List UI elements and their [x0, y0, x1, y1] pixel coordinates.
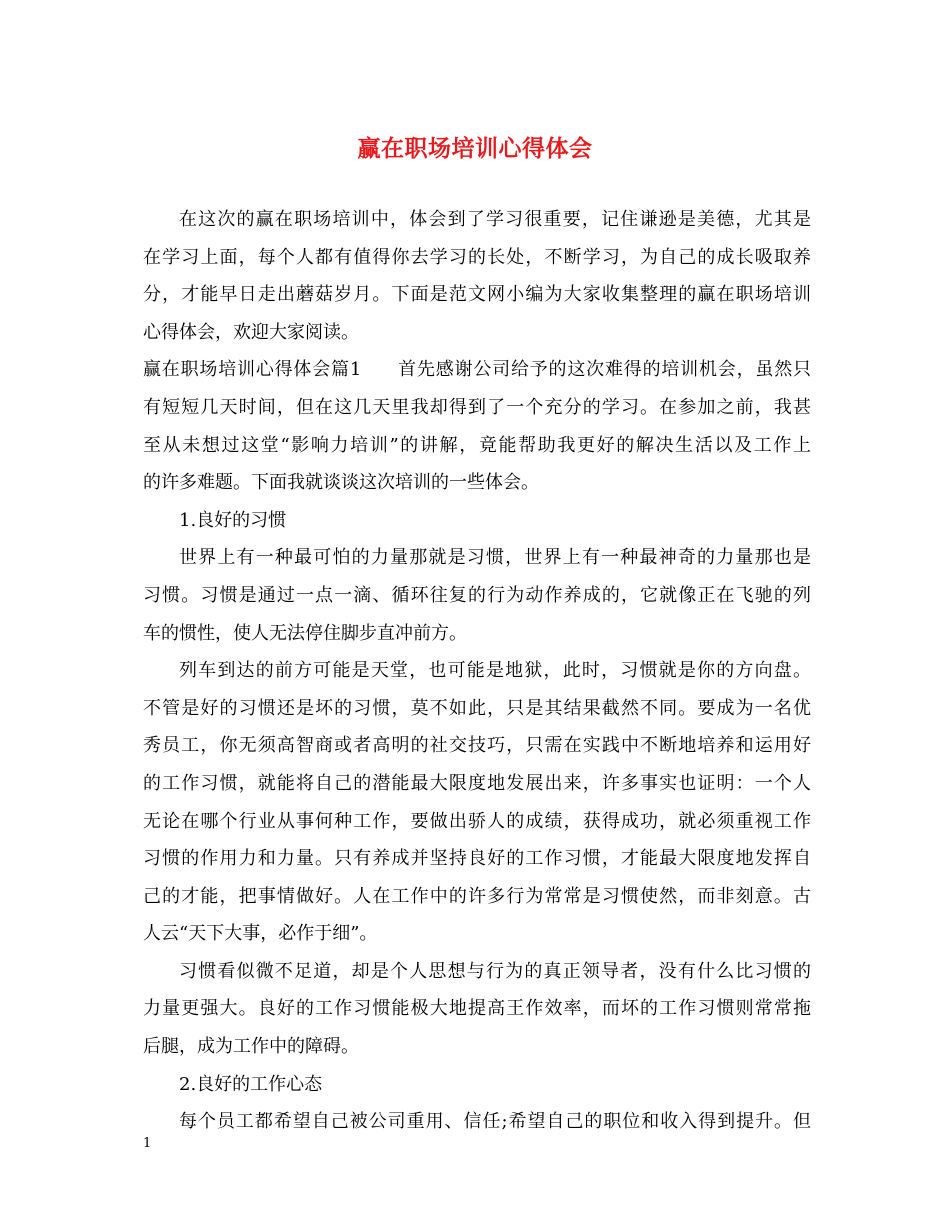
paragraph-line: 分，才能早日走出蘑菇岁月。下面是范文网小编为大家收集整理的赢在职场培训 — [143, 284, 811, 306]
paragraph-line: 秀员工，你无须高智商或者高明的社交技巧，只需在实践中不断地培养和运用好 — [143, 735, 811, 757]
paragraph-line: 不管是好的习惯还是坏的习惯，莫不如此，只是其结果截然不同。要成为一名优 — [143, 697, 811, 719]
document-title: 赢在职场培训心得体会 — [357, 135, 593, 162]
section-heading: 赢在职场培训心得体会篇1 — [143, 359, 362, 381]
paragraph-line: 无论在哪个行业从事何种工作，要做出骄人的成绩，获得成功，就必须重视工作 — [143, 810, 811, 832]
paragraph-line: 己的才能，把事情做好。人在工作中的许多行为常常是习惯使然，而非刻意。古 — [143, 885, 811, 907]
document-body — [143, 201, 811, 1141]
paragraph-line: 世界上有一种最可怕的力量那就是习惯，世界上有一种最神奇的力量那也是 — [179, 547, 811, 569]
subheading: 2.良好的工作心态 — [179, 1073, 323, 1095]
paragraph-line: 的工作习惯，就能将自己的潜能最大限度地发展出来，许多事实也证明：一个人 — [143, 772, 811, 794]
paragraph-line: 至从未想过这堂“影响力培训”的讲解，竟能帮助我更好的解决生活以及工作上 — [143, 434, 811, 456]
paragraph-line: 有短短几天时间，但在这几天里我却得到了一个充分的学习。在参加之前，我甚 — [143, 396, 811, 418]
page-number: 1 — [143, 1136, 152, 1151]
paragraph-line: 后腿，成为工作中的障碍。 — [143, 1036, 359, 1058]
paragraph-line: 车的惯性，使人无法停住脚步直冲前方。 — [143, 622, 467, 644]
paragraph-line: 每个员工都希望自己被公司重用、信任;希望自己的职位和收入得到提升。但 — [179, 1111, 811, 1133]
paragraph-line: 力量更强大。良好的工作习惯能极大地提高王作效率，而坏的工作习惯则常常拖 — [143, 998, 811, 1020]
subheading: 1.良好的习惯 — [179, 509, 287, 531]
paragraph-line: 人云“天下大事，必作于细”。 — [143, 923, 378, 945]
paragraph-line: 在这次的赢在职场培训中，体会到了学习很重要，记住谦逊是美德，尤其是 — [179, 209, 811, 230]
paragraph-line: 心得体会，欢迎大家阅读。 — [143, 321, 359, 343]
paragraph-text: 首先感谢公司给予的这次难得的培训机会，虽然只 — [397, 359, 811, 381]
paragraph-line: 的许多难题。下面我就谈谈这次培训的一些体会。 — [143, 472, 539, 494]
paragraph-line: 习惯。习惯是通过一点一滴、循环往复的行为动作养成的，它就像正在飞驰的列 — [143, 584, 811, 606]
paragraph-line: 在学习上面，每个人都有值得你去学习的长处，不断学习，为自己的成长吸取养 — [143, 246, 811, 268]
paragraph-line: 习惯的作用力和力量。只有养成并坚持良好的工作习惯，才能最大限度地发挥自 — [143, 848, 811, 870]
paragraph-line: 列车到达的前方可能是天堂，也可能是地狱，此时，习惯就是你的方向盘。 — [179, 660, 811, 682]
paragraph-line: 习惯看似微不足道，却是个人思想与行为的真正领导者，没有什么比习惯的 — [179, 960, 811, 982]
section-line — [143, 351, 811, 389]
